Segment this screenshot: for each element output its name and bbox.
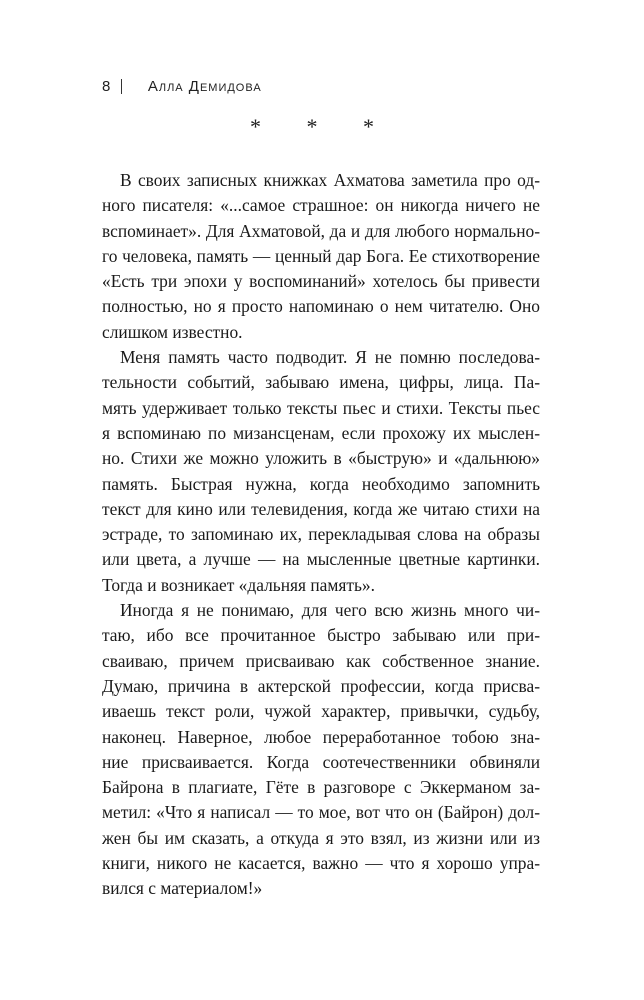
text-line: вился с материалом!» [102,878,263,899]
text-line: ние присваивается. Когда соотечественники обвиняли [102,751,540,772]
text-line: книги, никого не касается, важно — что я хорошо упра- [102,853,540,874]
paragraph [102,598,540,902]
text-line: полностью, но я просто напоминаю о нем читателю. Оно [102,296,540,317]
page-number: 8 [102,77,111,95]
text-line: мять удерживает только тексты пьес и стихи. Тексты пьес [102,397,540,418]
paragraph [102,345,540,598]
text-line: ного писателя: «...самое страшное: он никогда ничего не [102,195,540,216]
paragraph [102,168,540,345]
text-line: сваиваю, причем присваиваю как собственное знание. [102,650,540,671]
section-break: * * * [250,114,394,139]
text-line: но. Стихи же можно уложить в «быструю» и «дальнюю» [102,448,540,469]
text-line: го человека, память — ценный дар Бога. Ее стихотворение [102,245,540,266]
text-line: вспоминает». Для Ахматовой, да и для любого нормально- [102,220,540,241]
text-line: или цвета, а лучше — на мысленные цветные картинки. [102,549,540,570]
header-separator [121,79,122,94]
text-line: «Есть три эпохи у воспоминаний» хотелось бы привести [102,271,540,292]
body-text [102,168,540,902]
running-head [102,74,262,98]
text-line: тельности событий, забываю имена, цифры, лица. Па- [102,372,540,393]
text-line: таю, ибо все прочитанное быстро забываю или при- [102,625,540,646]
text-line: Байрона в плагиате, Гёте в разговоре с Эккерманом за- [102,777,540,798]
text-line: Думаю, причина в актерской профессии, когда присва- [102,675,540,696]
text-line: Иногда я не понимаю, для чего всю жизнь много чи- [120,600,540,621]
text-line: память. Быстрая нужна, когда необходимо запомнить [102,473,540,494]
text-line: В своих записных книжках Ахматова заметила про од- [120,170,540,190]
text-line: метил: «Что я написал — то мое, вот что он (Байрон) дол- [102,802,540,823]
text-line: эстраде, то запоминаю их, перекладывая слова на образы [102,524,540,545]
text-line: Меня память часто подводит. Я не помню последова- [120,347,540,368]
text-line: иваешь текст роли, чужой характер, привычки, судьбу, [102,701,540,722]
text-line: слишком известно. [102,321,243,342]
text-line: я вспоминаю по мизансценам, если прохожу их мыслен- [102,422,540,443]
text-line: текст для кино или телевидения, когда же читаю стихи на [102,498,540,519]
text-line: наконец. Наверное, любое переработанное тобою зна- [102,726,540,747]
text-line: жен бы им сказать, а откуда я это взял, из жизни или из [102,827,540,848]
author-name: Алла Демидова [147,77,262,95]
text-line: Тогда и возникает «дальняя память». [102,574,375,595]
